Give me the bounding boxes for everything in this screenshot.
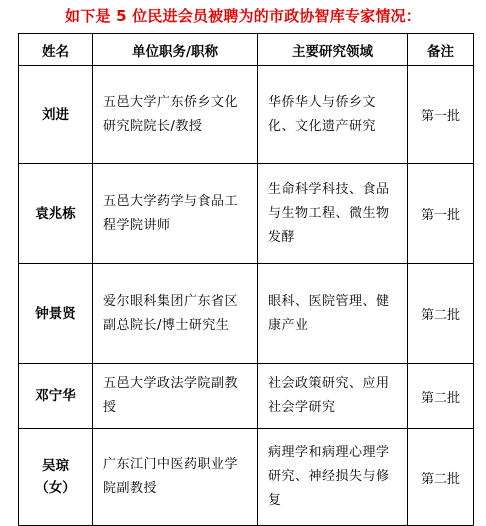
cell-position: 爱尔眼科集团广东省区副总院长/博士研究生 (93, 264, 258, 364)
table-row (19, 364, 474, 429)
table-row (19, 429, 474, 526)
expert-name: 袁兆栋 (35, 205, 76, 222)
cell-research-field: 病理学和病理心理学研究、神经损失与修复 (258, 429, 408, 526)
cell-name (19, 364, 93, 429)
table-row (19, 264, 474, 364)
experts-table (18, 33, 474, 526)
header-research-field: 主要研究领域 (258, 34, 408, 66)
cell-research-field: 社会政策研究、应用社会学研究 (258, 364, 408, 429)
cell-name (19, 429, 93, 526)
expert-name-note: （女） (35, 480, 76, 496)
table-row (19, 66, 474, 164)
header-position: 单位职务/职称 (93, 34, 258, 66)
cell-position: 广东江门中医药职业学院副教授 (93, 429, 258, 526)
cell-research-field: 生命科学科技、食品与生物工程、微生物发酵 (258, 164, 408, 264)
expert-name: 邓宁华 (35, 388, 76, 404)
cell-position: 五邑大学政法学院副教授 (93, 364, 258, 429)
expert-name: 吴琼 (42, 458, 69, 474)
cell-name (19, 164, 93, 264)
cell-note: 第二批 (408, 364, 474, 429)
cell-name (19, 264, 93, 364)
cell-name (19, 66, 93, 164)
cell-note: 第二批 (408, 264, 474, 364)
table-row (19, 164, 474, 264)
cell-research-field: 眼科、医院管理、健康产业 (258, 264, 408, 364)
cell-note: 第二批 (408, 429, 474, 526)
expert-name: 刘进 (42, 106, 69, 123)
cell-position: 五邑大学广东侨乡文化研究院院长/教授 (93, 66, 258, 164)
expert-name: 钟景贤 (35, 305, 76, 322)
cell-research-field: 华侨华人与侨乡文化、文化遗产研究 (258, 66, 408, 164)
header-name: 姓名 (19, 34, 93, 66)
table-header-row (19, 34, 474, 66)
page-title: 如下是 5 位民进会员被聘为的市政协智库专家情况： (65, 7, 421, 25)
header-note: 备注 (408, 34, 474, 66)
cell-note: 第一批 (408, 66, 474, 164)
cell-note: 第一批 (408, 164, 474, 264)
cell-position: 五邑大学药学与食品工程学院讲师 (93, 164, 258, 264)
